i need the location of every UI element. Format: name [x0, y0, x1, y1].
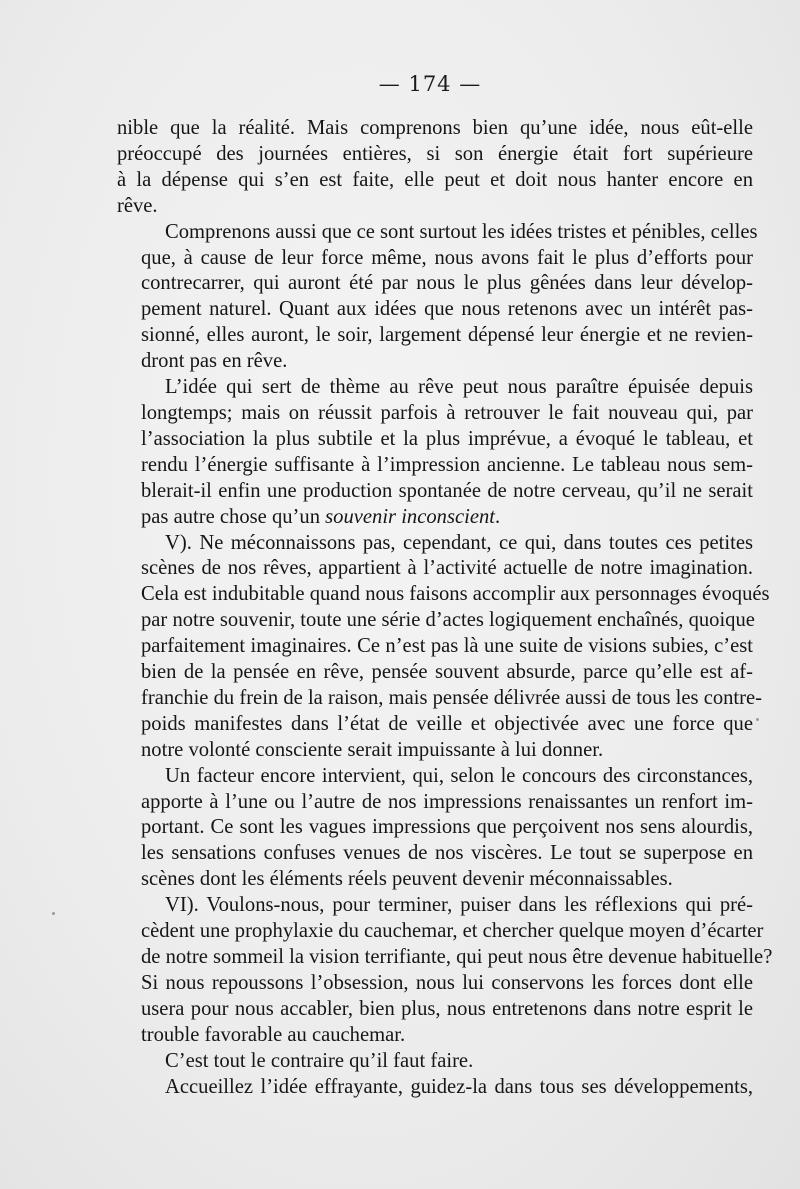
text-line: préoccupé des journées entières, si son énergie était fort supérieure — [117, 142, 753, 165]
text-line: cèdent une prophylaxie du cauchemar, et chercher quelque moyen d’écarter — [141, 920, 764, 943]
text-line: VI). Voulons-nous, pour terminer, puiser dans les réflexions qui pré- — [165, 894, 753, 917]
text-line: de notre sommeil la vision terrifiante, qui peut nous être devenue habituelle? — [141, 946, 773, 968]
text-line: pement naturel. Quant aux idées que nous retenons avec un intérêt pas- — [141, 298, 753, 321]
text-line: blerait-il enfin une production spontanée de notre cerveau, qu’il ne serait — [141, 479, 753, 502]
text-line: bien de la pensée en rêve, pensée souvent absurde, parce qu’elle est af- — [141, 661, 753, 684]
text-line: poids manifestes dans l’état de veille et objectivée avec une force que — [141, 712, 753, 735]
text-line: Si nous repoussons l’obsession, nous lui conservons les forces dont elle — [141, 971, 753, 994]
text-line: dront pas en rêve. — [141, 350, 288, 373]
text-line: l’association la plus subtile et la plus imprévue, a évoqué le tableau, et — [141, 427, 753, 450]
paragraph — [117, 1049, 753, 1075]
text-line: scènes dont les éléments réels peuvent devenir méconnaissables. — [141, 868, 673, 891]
text-line: parfaitement imaginaires. Ce n’est pas là une suite de visions subies, c’est — [141, 635, 753, 658]
text-line: sionné, elles auront, le soir, largement dépensé leur énergie et ne revien- — [141, 324, 753, 347]
text-line: usera pour nous accabler, bien plus, nous entretenons dans notre esprit le — [141, 997, 753, 1020]
text-fragment: . — [495, 505, 501, 528]
text-fragment: pas autre chose qu’un — [141, 505, 326, 528]
text-line: les sensations confuses venues de nos viscères. Le tout se superpose en — [141, 842, 753, 865]
text-line: notre volonté consciente serait impuissante à lui donner. — [141, 738, 604, 761]
text-line: nible que la réalité. Mais comprenons bien qu’une idée, nous eût-elle — [117, 117, 753, 139]
paragraph — [117, 1075, 753, 1101]
scan-speck — [52, 912, 55, 915]
body-text — [117, 116, 773, 1100]
text-line: V). Ne méconnaissons pas, cependant, ce qui, dans toutes ces petites — [165, 531, 753, 554]
paragraph — [117, 375, 753, 530]
paragraph — [117, 220, 758, 375]
text-line: Accueillez l’idée effrayante, guidez-la dans tous ses développements, — [165, 1075, 753, 1098]
text-line: portant. Ce sont les vagues impressions que perçoivent nos sens alourdis, — [141, 816, 753, 839]
scan-speck — [756, 718, 759, 721]
text-line — [117, 505, 753, 531]
page-number: — 174 — — [378, 72, 482, 96]
text-line: Comprenons aussi que ce sont surtout les idées tristes et pénibles, celles — [165, 220, 758, 243]
text-line: Cela est indubitable quand nous faisons accomplir aux personnages évoqués — [141, 583, 770, 606]
text-line: C’est tout le contraire qu’il faut faire. — [165, 1049, 474, 1072]
text-line: trouble favorable au cauchemar. — [141, 1023, 406, 1046]
text-line: Un facteur encore intervient, qui, selon le concours des circonstances, — [165, 764, 753, 787]
text-line: à la dépense qui s’en est faite, elle peut et doit nous hanter encore en — [117, 168, 753, 191]
paragraph — [117, 764, 753, 894]
paragraph — [117, 531, 770, 764]
text-line: scènes de nos rêves, appartient à l’activité actuelle de notre imagination. — [141, 557, 753, 580]
text-line: franchie du frein de la raison, mais pensée délivrée aussi de tous les contre- — [141, 686, 763, 709]
paragraph — [117, 116, 753, 220]
text-line: que, à cause de leur force même, nous avons fait le plus d’efforts pour — [141, 246, 753, 269]
text-line: apporte à l’une ou l’autre de nos impressions renaissantes un renfort im- — [141, 790, 753, 813]
text-line: contrecarrer, qui auront été par nous le plus gênées dans leur dévelop- — [141, 272, 753, 295]
text-line: rendu l’énergie suffisante à l’impression ancienne. Le tableau nous sem- — [141, 453, 753, 476]
paragraph — [117, 893, 773, 1048]
italic-phrase: souvenir inconscient — [325, 505, 495, 528]
text-line: L’idée qui sert de thème au rêve peut nous paraître épuisée depuis — [165, 376, 753, 399]
text-line: par notre souvenir, toute une série d’actes logiquement enchaînés, quoique — [141, 609, 755, 632]
text-line: rêve. — [117, 194, 158, 217]
text-line: longtemps; mais on réussit parfois à retrouver le fait nouveau qui, par — [141, 401, 753, 424]
